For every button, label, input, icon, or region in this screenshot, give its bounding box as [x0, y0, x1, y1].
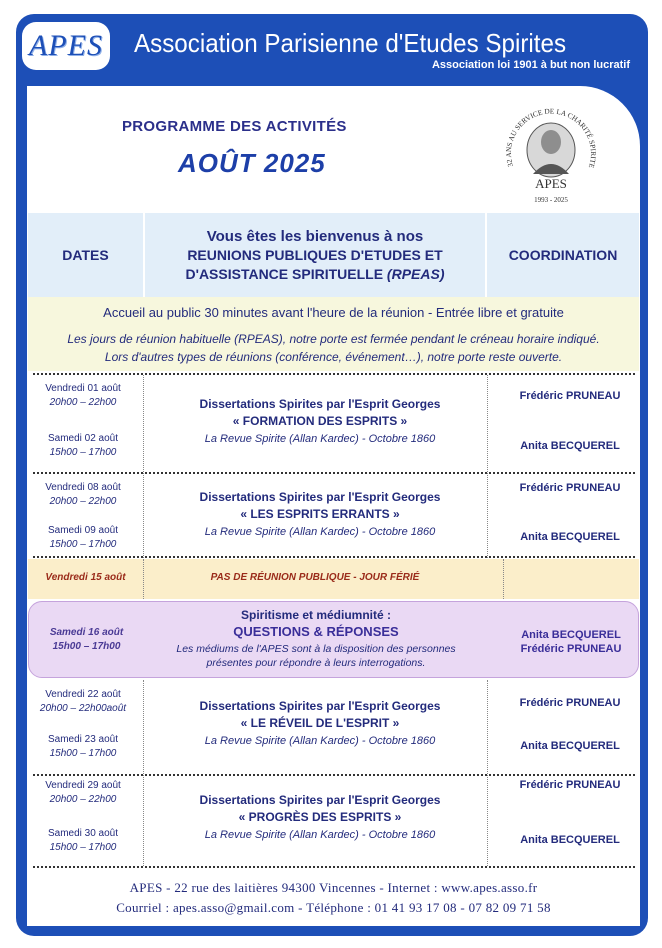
- coordinator-saturday: Anita BECQUEREL: [520, 740, 620, 752]
- coordinator-friday: Frédéric PRUNEAU: [519, 697, 621, 709]
- holiday-notice: PAS DE RÉUNION PUBLIQUE - JOUR FÉRIÉ: [210, 572, 420, 583]
- coordinator-saturday: Anita BECQUEREL: [520, 531, 620, 543]
- row-divider: [33, 774, 635, 776]
- column-divider: [487, 375, 488, 558]
- session-theme: Dissertations Spirites par l'Esprit Georges « LES ESPRITS ERRANTS » La Revue Spirite (Allan Kardec) - Octobre 1860: [199, 490, 441, 538]
- assistance-line: D'ASSISTANCE SPIRITUELLE: [185, 265, 384, 282]
- notice-band: [28, 297, 639, 371]
- coordinator-friday: Frédéric PRUNEAU: [519, 779, 621, 791]
- medal-ring-text: 32 ANS AU SERVICE DE LA CHARITÉ SPIRITE: [503, 106, 599, 170]
- coordinator-saturday: Anita BECQUEREL: [520, 834, 620, 846]
- holiday-row: [28, 559, 639, 599]
- coordinator-saturday: Anita BECQUEREL: [520, 440, 620, 452]
- row-divider: [33, 866, 635, 868]
- coordinator-friday: Frédéric PRUNEAU: [519, 390, 621, 402]
- column-divider: [143, 375, 144, 558]
- session-date-friday: Vendredi 29 août 20h00 – 22h00: [45, 780, 121, 805]
- qa-date: Samedi 16 août 15h00 – 17h00: [49, 627, 124, 652]
- apes-logo: [22, 22, 110, 70]
- session-date-saturday: Samedi 02 août 15h00 – 17h00: [47, 433, 119, 458]
- column-divider: [143, 559, 144, 599]
- table-header: [28, 213, 639, 297]
- session-date-friday: Vendredi 01 août 20h00 – 22h00: [45, 383, 121, 408]
- association-subtitle: Association loi 1901 à but non lucratif: [431, 59, 630, 71]
- logo-text: APES: [29, 29, 103, 62]
- coordination-column-header: COORDINATION: [508, 247, 618, 263]
- session-theme: Dissertations Spirites par l'Esprit Georges « PROGRÈS DES ESPRITS » La Revue Spirite (Allan Kardec) - Octobre 1860: [199, 793, 441, 841]
- questions-answers-row: [28, 601, 639, 678]
- notice-welcome: Accueil au public 30 minutes avant l'heure de la réunion - Entrée libre et gratuite: [103, 305, 564, 320]
- meetings-column-header: [145, 213, 485, 297]
- programme-heading: PROGRAMME DES ACTIVITÉS: [122, 118, 347, 135]
- qa-theme: Spiritisme et médiumnité : QUESTIONS & RÉPONSES Les médiums de l'APES sont à la disposition des personnes présentes pour répondre à leurs interrogations.: [176, 608, 456, 669]
- session-date-saturday: Samedi 23 août 15h00 – 17h00: [47, 734, 119, 759]
- medal-name: APES: [535, 176, 567, 191]
- qa-coordinators: Anita BECQUEREL Frédéric PRUNEAU: [520, 629, 622, 655]
- session-date-saturday: Samedi 09 août 15h00 – 17h00: [47, 525, 119, 550]
- medal-years: 1993 - 2025: [534, 196, 568, 204]
- dates-column-header: DATES: [62, 247, 109, 263]
- month-heading: AOÛT 2025: [178, 148, 326, 178]
- session-theme: Dissertations Spirites par l'Esprit Georges « FORMATION DES ESPRITS » La Revue Spirite (Allan Kardec) - Octobre 1860: [199, 397, 441, 445]
- notice-door-closed: Les jours de réunion habituelle (RPEAS), notre porte est fermée pendant le créneau horaire indiqué.: [67, 332, 600, 346]
- footer-contact: Courriel : apes.asso@gmail.com - Téléphone : 01 41 93 17 08 - 07 82 09 71 58: [116, 900, 551, 915]
- notice-door-open: Lors d'autres types de réunions (conférence, événement…), notre porte reste ouverte.: [104, 350, 563, 364]
- holiday-date: Vendredi 15 août: [45, 572, 126, 583]
- column-divider: [487, 680, 488, 866]
- session-date-saturday: Samedi 30 août 15h00 – 17h00: [47, 828, 119, 853]
- session-date-friday: Vendredi 08 août 20h00 – 22h00: [45, 482, 121, 507]
- session-theme: Dissertations Spirites par l'Esprit Georges « LE RÉVEIL DE L'ESPRIT » La Revue Spirite (Allan Kardec) - Octobre 1860: [199, 699, 441, 747]
- row-divider: [33, 556, 635, 558]
- footer-address: APES - 22 rue des laitières 94300 Vincennes - Internet : www.apes.asso.fr: [129, 880, 538, 895]
- coordinator-friday: Frédéric PRUNEAU: [519, 482, 621, 494]
- row-divider: [33, 472, 635, 474]
- association-title: Association Parisienne d'Etudes Spirites: [134, 28, 567, 58]
- welcome-line: Vous êtes les bienvenus à nos: [206, 227, 424, 245]
- rpeas-abbreviation: (RPEAS): [386, 265, 445, 282]
- portrait-head: [541, 130, 561, 154]
- meetings-title-line: REUNIONS PUBLIQUES D'ETUDES ET: [187, 246, 443, 263]
- row-divider: [33, 373, 635, 375]
- column-divider: [143, 680, 144, 866]
- session-date-friday: Vendredi 22 août 20h00 – 22h00août: [39, 689, 127, 714]
- medal-portrait-emblem: [499, 96, 603, 208]
- column-divider: [503, 559, 504, 599]
